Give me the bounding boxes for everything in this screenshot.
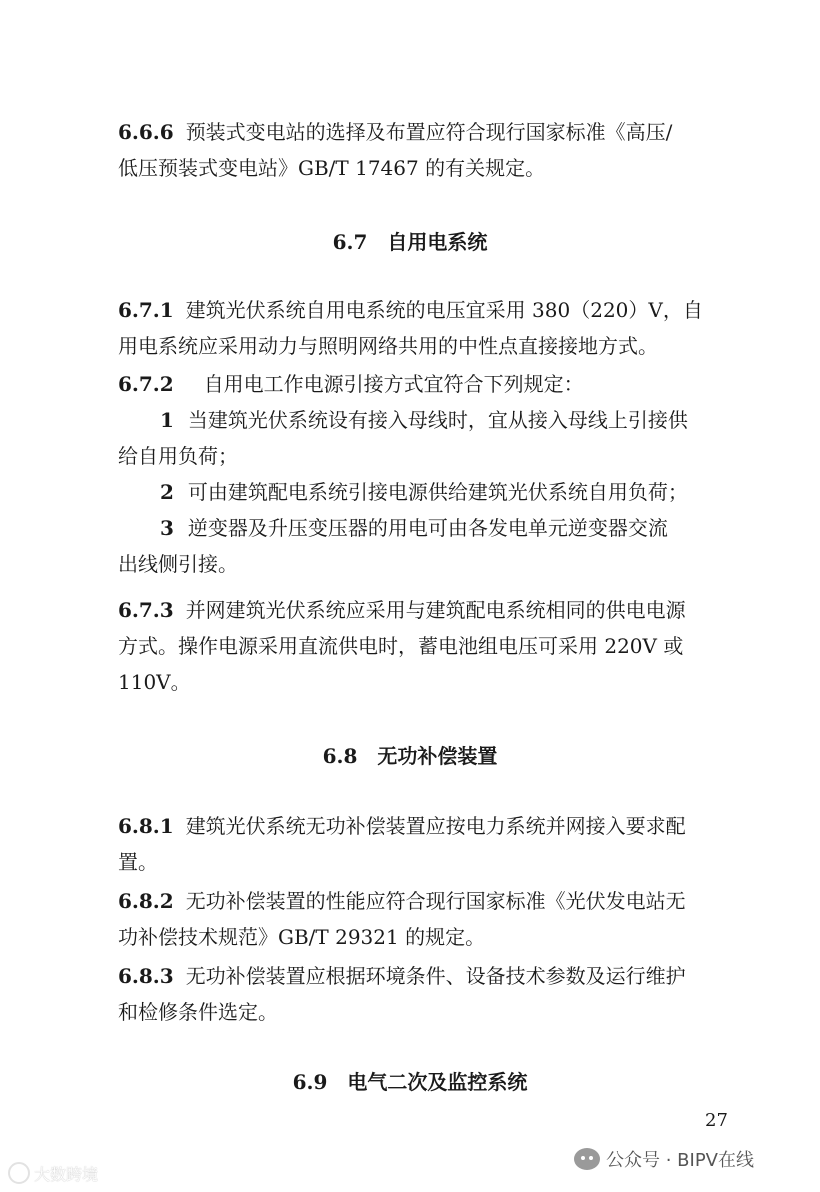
section-title: 无功补偿装置: [377, 744, 498, 768]
clause-number: 6.8.3: [118, 964, 174, 988]
clause-text-cont: 功补偿技术规范》GB/T 29321 的规定。: [118, 925, 486, 949]
section-number: 6.7: [332, 230, 368, 254]
section-title: 电气二次及监控系统: [347, 1070, 528, 1094]
clause-6-8-2: [118, 883, 733, 955]
section-heading-6-9: [0, 1064, 820, 1100]
clause-text: 自用电工作电源引接方式宜符合下列规定：: [203, 372, 584, 396]
wechat-watermark: [574, 1144, 754, 1174]
clause-text-cont: 方式。操作电源采用直流供电时，蓄电池组电压可采用 220V 或: [118, 634, 684, 658]
list-item-3-cont: 出线侧引接。: [118, 552, 238, 576]
section-heading-6-8: [0, 738, 820, 774]
clause-text: 无功补偿装置应根据环境条件、设备技术参数及运行维护: [185, 964, 686, 988]
clause-number: 6.7.3: [118, 598, 174, 622]
clause-6-8-3: [118, 958, 733, 1030]
watermark-text: 公众号 · BIPV在线: [606, 1150, 754, 1171]
section-title: 自用电系统: [387, 230, 488, 254]
clause-text: 建筑光伏系统自用电系统的电压宜采用 380（220）V，自: [185, 298, 703, 322]
clause-text-cont: 用电系统应采用动力与照明网络共用的中性点直接接地方式。: [118, 334, 658, 358]
clause-text-cont: 110V。: [118, 670, 191, 694]
clause-6-8-1: [118, 808, 733, 880]
clause-number: 6.6.6: [118, 120, 174, 144]
clause-text-cont: 置。: [118, 850, 158, 874]
clause-6-6-6: [118, 114, 733, 186]
corner-watermark-text: 大数跨境: [34, 1164, 99, 1184]
clause-text: 预装式变电站的选择及布置应符合现行国家标准《高压/: [185, 120, 673, 144]
list-item-3: 3 逆变器及升压变压器的用电可由各发电单元逆变器交流: [160, 516, 668, 540]
list-item-1-cont: 给自用负荷；: [118, 444, 238, 468]
clause-6-7-3: [118, 592, 733, 700]
wechat-icon: [574, 1148, 600, 1170]
section-number: 6.9: [292, 1070, 328, 1094]
clause-number: 6.8.2: [118, 889, 174, 913]
section-heading-6-7: [0, 224, 820, 260]
clause-text-cont: 低压预装式变电站》GB/T 17467 的有关规定。: [118, 156, 546, 180]
list-item-2: 2 可由建筑配电系统引接电源供给建筑光伏系统自用负荷；: [160, 480, 688, 504]
clause-text-cont: 和检修条件选定。: [118, 1000, 278, 1024]
clause-text: 建筑光伏系统无功补偿装置应按电力系统并网接入要求配: [185, 814, 686, 838]
clause-number: 6.8.1: [118, 814, 174, 838]
clause-number: 6.7.2: [118, 372, 174, 396]
clause-text: 无功补偿装置的性能应符合现行国家标准《光伏发电站无: [185, 889, 686, 913]
clause-6-7-2: [118, 366, 733, 582]
brand-logo-icon: [8, 1162, 30, 1184]
section-number: 6.8: [322, 744, 358, 768]
list-item-1: 1 当建筑光伏系统设有接入母线时，宜从接入母线上引接供: [160, 408, 688, 432]
clause-text: 并网建筑光伏系统应采用与建筑配电系统相同的供电电源: [185, 598, 686, 622]
corner-watermark: [8, 1160, 98, 1186]
clause-6-7-1: [118, 292, 733, 364]
clause-number: 6.7.1: [118, 298, 174, 322]
page-number: 27: [705, 1110, 728, 1131]
